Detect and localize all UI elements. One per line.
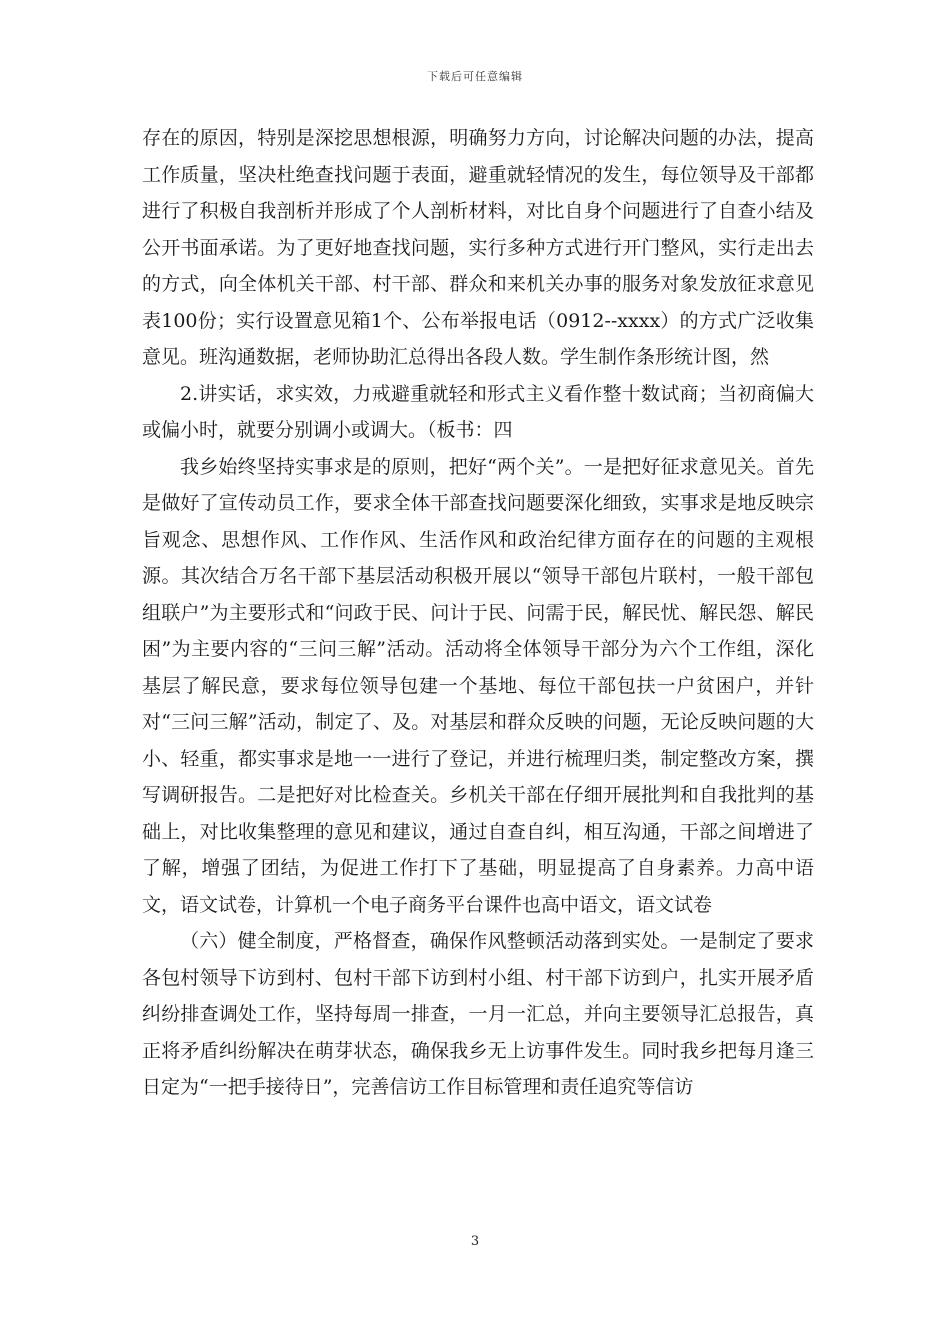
paragraph-item-2: 2.讲实话，求实效，力戒避重就轻和形式主义看作整十数试商；当初商偏大或偏小时，就要分别调小或调大。（板书：四 <box>142 382 814 441</box>
paragraph-section-six: （六）健全制度，严格督查，确保作风整顿活动落到实处。一是制定了要求各包村领导下访到村、包村干部下访到村小组、村干部下访到户，扎实开展矛盾纠纷排查调处工作，坚持每周一排查，一月一汇总，并向主要领导汇总报告，真正将矛盾纠纷解决在萌芽状态，确保我乡无上访事件发生。同时我乡把每月逢三日定为“一把手接待日”，完善信访工作目标管理和责任追究等信访 <box>142 930 814 1098</box>
paragraph-continuation: 存在的原因，特别是深挖思想根源，明确努力方向，讨论解决问题的办法，提高工作质量，坚决杜绝查找问题于表面，避重就轻情况的发生，每位领导及干部都进行了积极自我剖析并形成了个人剖析材料，对比自身个问题进行了自查小结及公开书面承诺。为了更好地查找问题，实行多种方式进行开门整风，实行走出去的方式，向全体机关干部、村干部、群众和来机关办事的服务对象发放征求意见表100份；实行设置意见箱1个、公布举报电话（0912--xxxx）的方式广泛收集意见。班沟通数据，老师协助汇总得出各段人数。学生制作条形统计图，然 <box>142 127 814 368</box>
paragraph-two-gates: 我乡始终坚持实事求是的原则，把好“两个关”。一是把好征求意见关。首先是做好了宣传动员工作，要求全体干部查找问题要深化细致，实事求是地反映宗旨观念、思想作风、工作作风、生活作风和政治纪律方面存在的问题的主观根源。其次结合万名干部下基层活动积极开展以“领导干部包片联村，一般干部包组联户”为主要形式和“问政于民、问计于民、问需于民，解民忧、解民怨、解民困”为主要内容的“三问三解”活动。活动将全体领导干部分为六个工作组，深化基层了解民意，要求每位领导包建一个基地、每位干部包扶一户贫困户，并针对“三问三解”活动，制定了、及。对基层和群众反映的问题，无论反映问题的大小、轻重，都实事求是地一一进行了登记，并进行梳理归类，制定整改方案，撰写调研报告。二是把好对比检查关。乡机关干部在仔细开展批判和自我批判的基础上，对比收集整理的意见和建议，通过自查自纠，相互沟通，干部之间增进了了解，增强了团结，为促进工作打下了基础，明显提高了自身素养。力高中语文，语文试卷，计算机一个电子商务平台课件也高中语文，语文试卷 <box>142 455 814 916</box>
page-number: 3 <box>470 1234 480 1249</box>
document-body <box>142 120 814 1106</box>
page-header: 下载后可任意编辑 <box>427 70 523 83</box>
